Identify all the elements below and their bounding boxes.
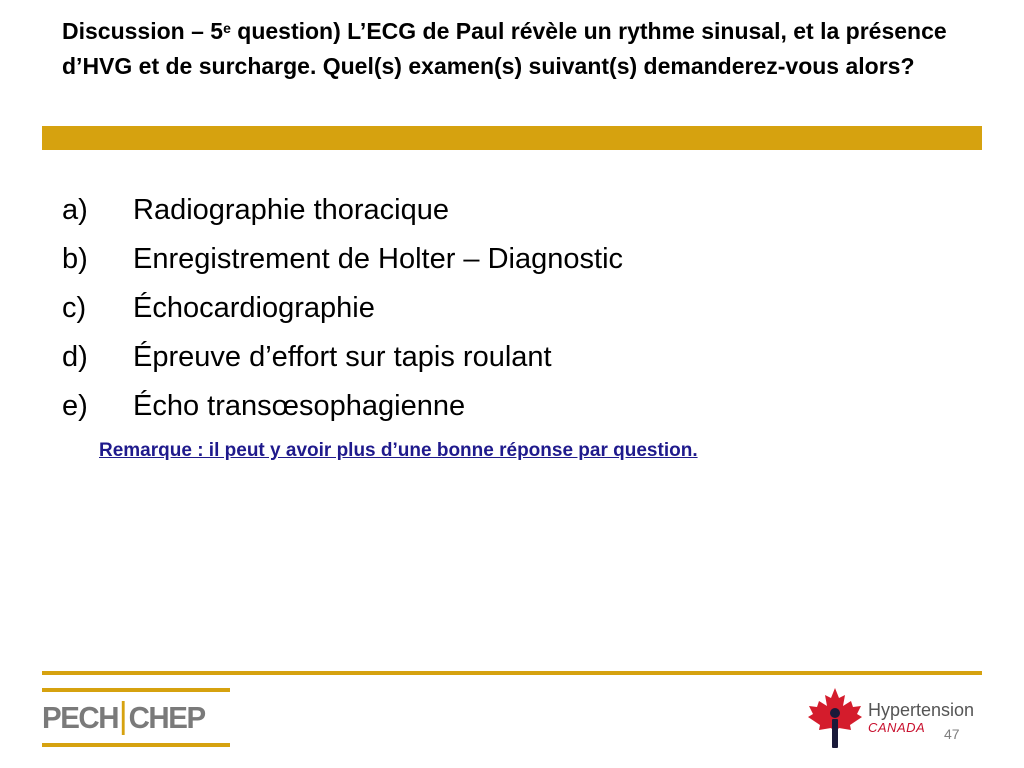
answer-letter: d) [62, 341, 88, 373]
page-number: 47 [944, 726, 960, 742]
answer-item-c [62, 284, 623, 333]
answer-item-e [62, 382, 623, 431]
pech-chep-logo [42, 688, 230, 748]
answer-text: Écho transœsophagienne [133, 390, 466, 422]
logo-word-chep: CHEP [128, 700, 205, 735]
answer-text: Épreuve d’effort sur tapis roulant [133, 341, 552, 373]
remark-note: Remarque : il peut y avoir plus d’une bonne réponse par question. [99, 440, 698, 461]
title-superscript: e [223, 20, 231, 36]
answer-item-b [62, 235, 623, 284]
canada-wordmark: CANADA [868, 720, 926, 735]
maple-leaf-icon [806, 686, 864, 750]
answer-letter: e) [62, 390, 88, 422]
answer-letter: c) [62, 292, 87, 324]
logo-bar-top [42, 688, 230, 692]
title-underline-bar [42, 126, 982, 150]
logo-divider [122, 701, 125, 735]
hypertension-wordmark: Hypertension [868, 700, 975, 720]
answer-text: Radiographie thoracique [133, 194, 449, 226]
logo-word-pech: PECH [42, 700, 119, 735]
answer-text: Enregistrement de Holter – Diagnostic [133, 243, 624, 275]
footer-divider [42, 671, 982, 675]
logo-wordmark [42, 698, 221, 738]
answer-letter: b) [62, 243, 88, 275]
slide-title: Discussion – 5e question) L’ECG de Paul révèle un rythme sinusal, et la présence d’HVG et de surcharge. Quel(s) examen(s) suivant(s) demanderez-vous alors? [62, 18, 947, 79]
logo-bar-bottom [42, 743, 230, 747]
answer-letter: a) [62, 194, 88, 226]
answer-list [62, 186, 623, 431]
answer-item-a [62, 186, 623, 235]
answer-item-d [62, 333, 623, 382]
answer-text: Échocardiographie [133, 292, 375, 324]
